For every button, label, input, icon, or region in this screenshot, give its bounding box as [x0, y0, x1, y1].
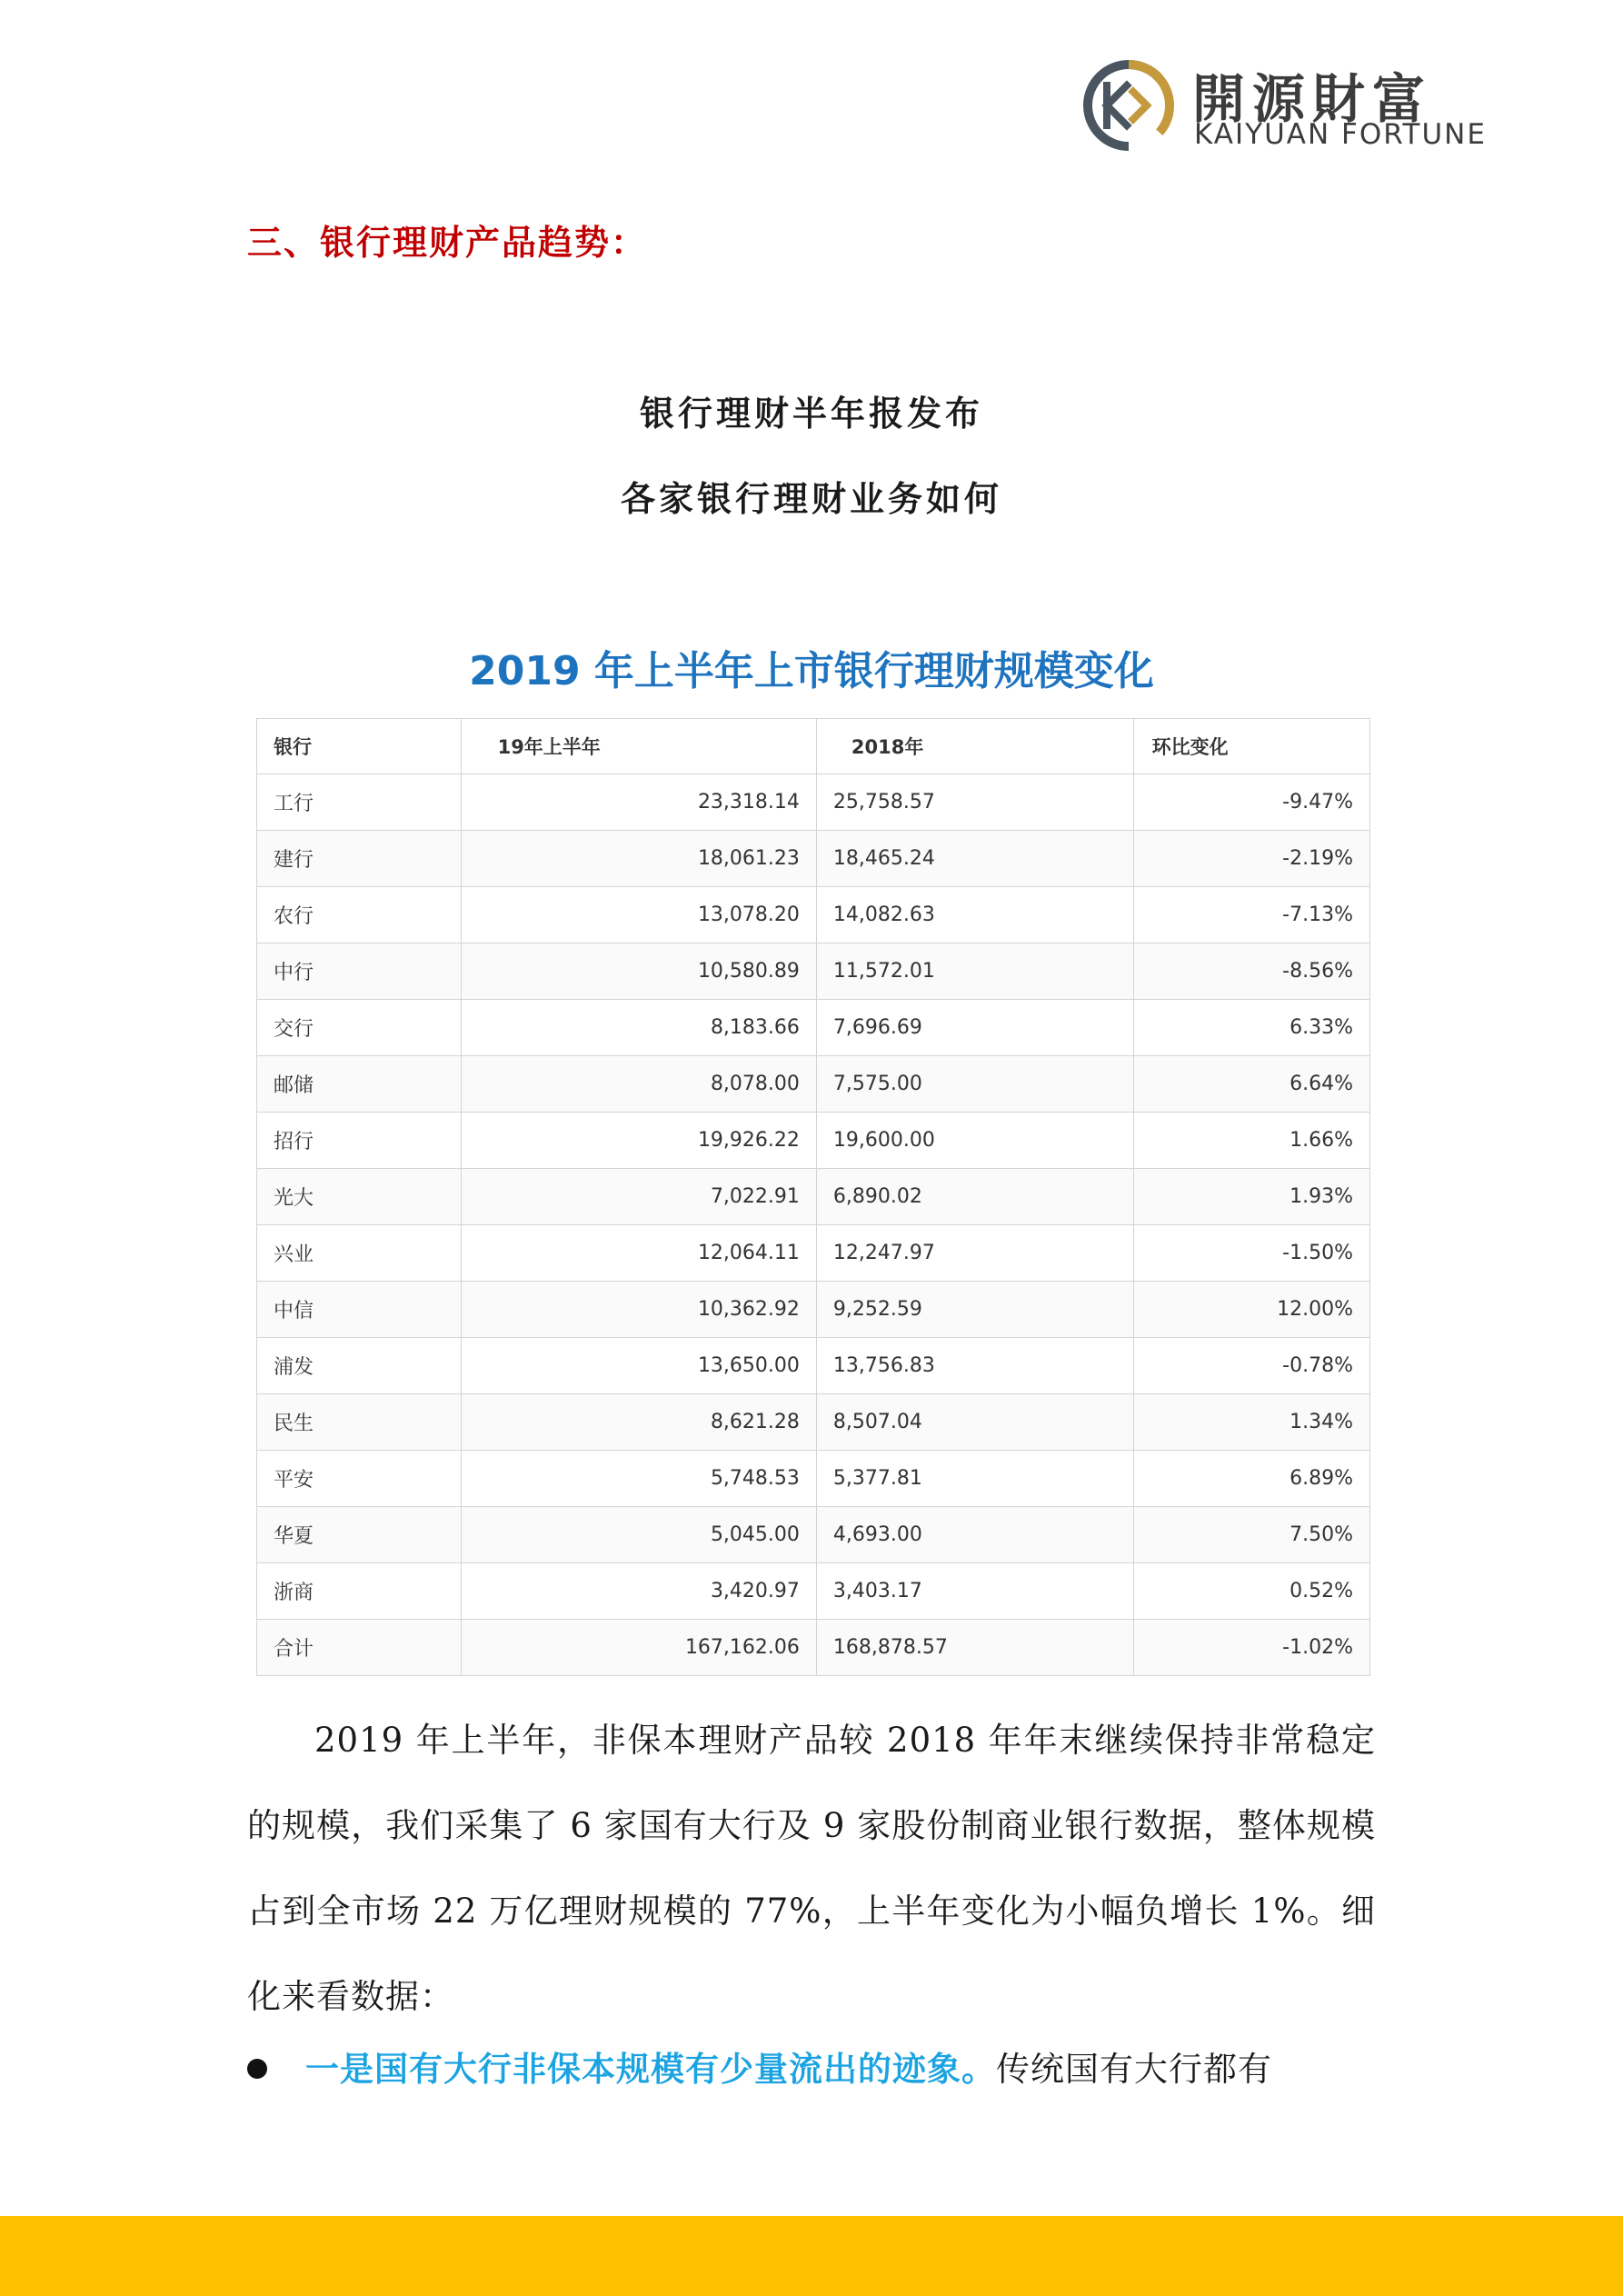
table-row [257, 1169, 1370, 1225]
cell-h1-2019: 8,183.66 [461, 1000, 816, 1056]
table-row [257, 1507, 1370, 1563]
cell-h1-2019: 18,061.23 [461, 831, 816, 887]
cell-change: 7.50% [1133, 1507, 1369, 1563]
cell-change: 1.66% [1133, 1113, 1369, 1169]
table-row [257, 1225, 1370, 1282]
section-heading: 三、银行理财产品趋势： [247, 222, 648, 263]
cell-bank: 农行 [257, 887, 462, 943]
cell-change: -1.50% [1133, 1225, 1369, 1282]
cell-change: -7.13% [1133, 887, 1369, 943]
cell-bank: 浙商 [257, 1563, 462, 1620]
cell-change: -9.47% [1133, 774, 1369, 831]
cell-2018: 11,572.01 [816, 943, 1133, 1000]
cell-2018: 6,890.02 [816, 1169, 1133, 1225]
cell-h1-2019: 12,064.11 [461, 1225, 816, 1282]
table-row [257, 831, 1370, 887]
article-title-line-2: 各家银行理财业务如何 [620, 478, 1002, 519]
cell-change: 0.52% [1133, 1563, 1369, 1620]
table-row [257, 887, 1370, 943]
article-title-line-1: 银行理财半年报发布 [639, 393, 983, 434]
cell-h1-2019: 13,078.20 [461, 887, 816, 943]
cell-bank: 华夏 [257, 1507, 462, 1563]
cell-h1-2019: 10,362.92 [461, 1282, 816, 1338]
cell-bank: 中信 [257, 1282, 462, 1338]
cell-h1-2019: 7,022.91 [461, 1169, 816, 1225]
logo-english-name: KAIYUAN FORTUNE [1194, 118, 1487, 151]
table-row [257, 1113, 1370, 1169]
logo-chinese-name: 開源財富 [1192, 68, 1433, 130]
table-row [257, 1282, 1370, 1338]
cell-bank: 合计 [257, 1620, 462, 1676]
body-paragraph: 2019 年上半年，非保本理财产品较 2018 年年末继续保持非常稳定的规模，我们采集了 6 家国有大行及 9 家股份制商业银行数据，整体规模占到全市场 22 万亿理财规模的 77%，上半年变化为小幅负增长 1%。细化来看数据： [247, 1721, 1376, 2016]
cell-h1-2019: 8,078.00 [461, 1056, 816, 1113]
cell-change: -2.19% [1133, 831, 1369, 887]
bank-wealth-table [256, 718, 1370, 1676]
cell-bank: 民生 [257, 1394, 462, 1451]
cell-change: 6.64% [1133, 1056, 1369, 1113]
cell-2018: 7,696.69 [816, 1000, 1133, 1056]
table-row [257, 1000, 1370, 1056]
table-row [257, 1056, 1370, 1113]
cell-2018: 4,693.00 [816, 1507, 1133, 1563]
cell-h1-2019: 10,580.89 [461, 943, 816, 1000]
cell-bank: 交行 [257, 1000, 462, 1056]
cell-bank: 建行 [257, 831, 462, 887]
cell-h1-2019: 19,926.22 [461, 1113, 816, 1169]
cell-2018: 8,507.04 [816, 1394, 1133, 1451]
company-logo [1081, 56, 1499, 156]
cell-bank: 工行 [257, 774, 462, 831]
column-header-change: 环比变化 [1133, 719, 1369, 774]
cell-h1-2019: 5,748.53 [461, 1451, 816, 1507]
table-row [257, 943, 1370, 1000]
footer-bar [0, 2216, 1623, 2296]
cell-2018: 19,600.00 [816, 1113, 1133, 1169]
cell-2018: 5,377.81 [816, 1451, 1133, 1507]
cell-change: 12.00% [1133, 1282, 1369, 1338]
cell-bank: 中行 [257, 943, 462, 1000]
table-row [257, 1451, 1370, 1507]
column-header-bank: 银行 [257, 719, 462, 774]
cell-2018: 9,252.59 [816, 1282, 1133, 1338]
table-row [257, 774, 1370, 831]
cell-h1-2019: 5,045.00 [461, 1507, 816, 1563]
cell-2018: 168,878.57 [816, 1620, 1133, 1676]
kaiyuan-logo-icon [1081, 58, 1176, 153]
table-title: 2019 年上半年上市银行理财规模变化 [469, 648, 1154, 694]
column-header-h1-2019: 19年上半年 [461, 719, 816, 774]
cell-h1-2019: 167,162.06 [461, 1620, 816, 1676]
table-header-row [257, 719, 1370, 774]
cell-2018: 3,403.17 [816, 1563, 1133, 1620]
cell-2018: 14,082.63 [816, 887, 1133, 943]
cell-bank: 招行 [257, 1113, 462, 1169]
table-row [257, 1620, 1370, 1676]
cell-change: 1.93% [1133, 1169, 1369, 1225]
cell-2018: 7,575.00 [816, 1056, 1133, 1113]
table-row [257, 1563, 1370, 1620]
cell-bank: 浦发 [257, 1338, 462, 1394]
bullet-dot-icon [247, 2059, 267, 2079]
cell-2018: 25,758.57 [816, 774, 1133, 831]
cell-2018: 18,465.24 [816, 831, 1133, 887]
cell-change: -1.02% [1133, 1620, 1369, 1676]
cell-h1-2019: 3,420.97 [461, 1563, 816, 1620]
cell-change: -8.56% [1133, 943, 1369, 1000]
cell-bank: 平安 [257, 1451, 462, 1507]
bullet-item [247, 2041, 1376, 2097]
table-row [257, 1394, 1370, 1451]
cell-change: -0.78% [1133, 1338, 1369, 1394]
cell-bank: 光大 [257, 1169, 462, 1225]
bullet-highlight-text: 一是国有大行非保本规模有少量流出的迹象。 [305, 2049, 996, 2089]
cell-change: 6.33% [1133, 1000, 1369, 1056]
cell-h1-2019: 8,621.28 [461, 1394, 816, 1451]
cell-h1-2019: 13,650.00 [461, 1338, 816, 1394]
cell-2018: 12,247.97 [816, 1225, 1133, 1282]
column-header-2018: 2018年 [816, 719, 1133, 774]
table-row [257, 1338, 1370, 1394]
cell-h1-2019: 23,318.14 [461, 774, 816, 831]
cell-change: 1.34% [1133, 1394, 1369, 1451]
cell-change: 6.89% [1133, 1451, 1369, 1507]
bullet-rest-text: 传统国有大行都有 [996, 2050, 1272, 2089]
cell-bank: 兴业 [257, 1225, 462, 1282]
cell-2018: 13,756.83 [816, 1338, 1133, 1394]
cell-bank: 邮储 [257, 1056, 462, 1113]
